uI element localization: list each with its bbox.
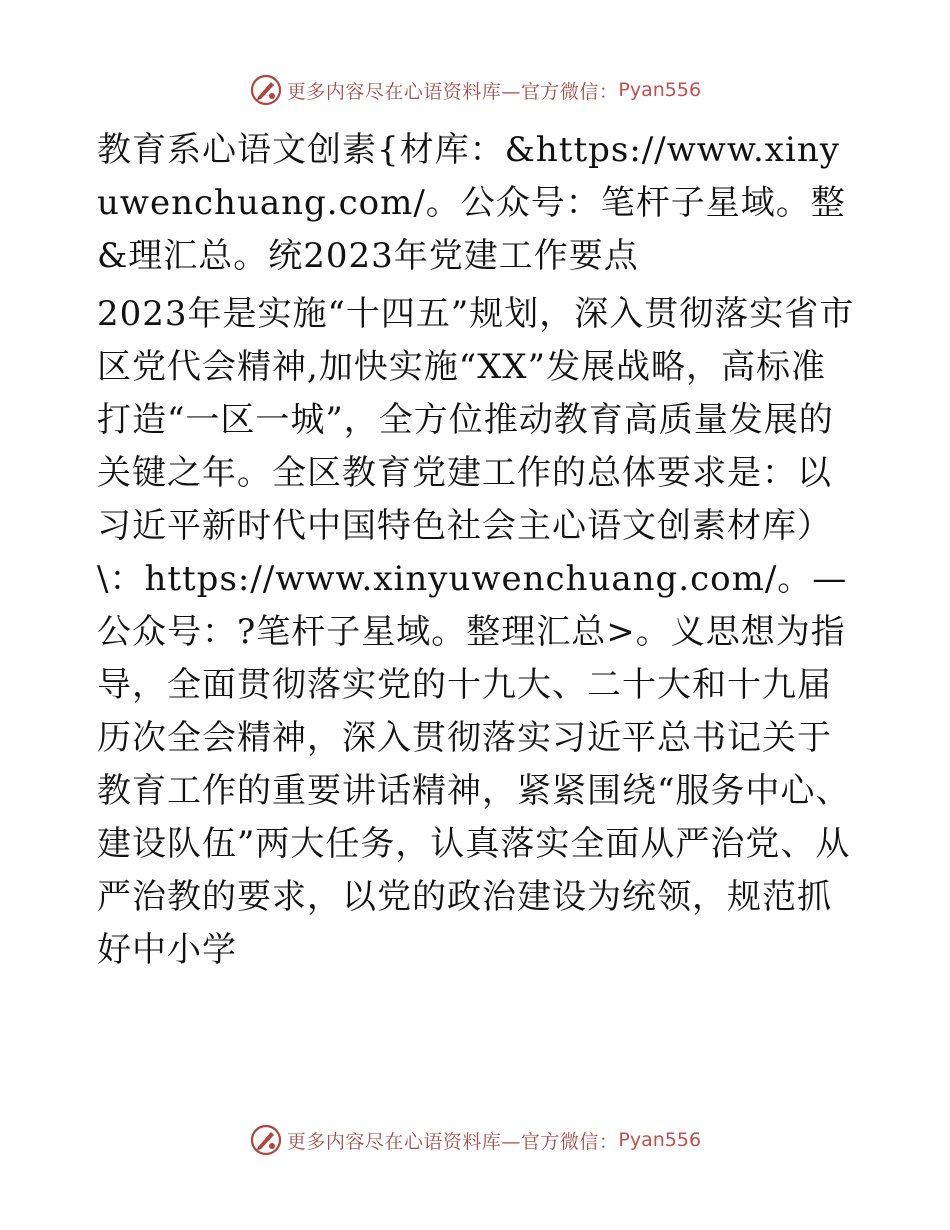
watermark-text: 更多内容尽在心语资料库—官方微信： — [286, 1130, 619, 1153]
watermark-wechat-id: Pyan556 — [618, 79, 702, 101]
header-watermark — [0, 70, 950, 110]
watermark-text: 更多内容尽在心语资料库—官方微信： — [286, 80, 619, 103]
pen-seal-logo-icon — [249, 1123, 283, 1157]
pen-seal-logo-icon — [249, 73, 283, 107]
watermark-wechat-id: Pyan556 — [618, 1129, 702, 1151]
document-content — [97, 124, 857, 977]
footer-watermark — [0, 1120, 950, 1160]
document-title-line: 教育系心语文创素{材库：&https://www.xinyuwenchuang.com/。公众号：笔杆子星域。整&理汇总。统2023年党建工作要点 — [97, 130, 846, 276]
document-body-paragraph: 2023年是实施“十四五”规划，深入贯彻落实省市区党代会精神,加快实施“XX”发展战略，高标准打造“一区一城”，全方位推动教育高质量发展的关键之年。全区教育党建工作的总体要求是：以习近平新时代中国特色社会主心语文创素材库）\：https://www.xinyuwenchuang.com/。—公众号：?笔杆子星域。整理汇总>。义思想为指导，全面贯彻落实党的十九大、二十大和十九届历次全会精神，深入贯彻落实习近平总书记关于教育工作的重要讲话精神，紧紧围绕“服务中心、建设队伍”两大任务，认真落实全面从严治党、从严治教的要求，以党的政治建设为统领，规范抓好中小学 — [97, 294, 855, 970]
